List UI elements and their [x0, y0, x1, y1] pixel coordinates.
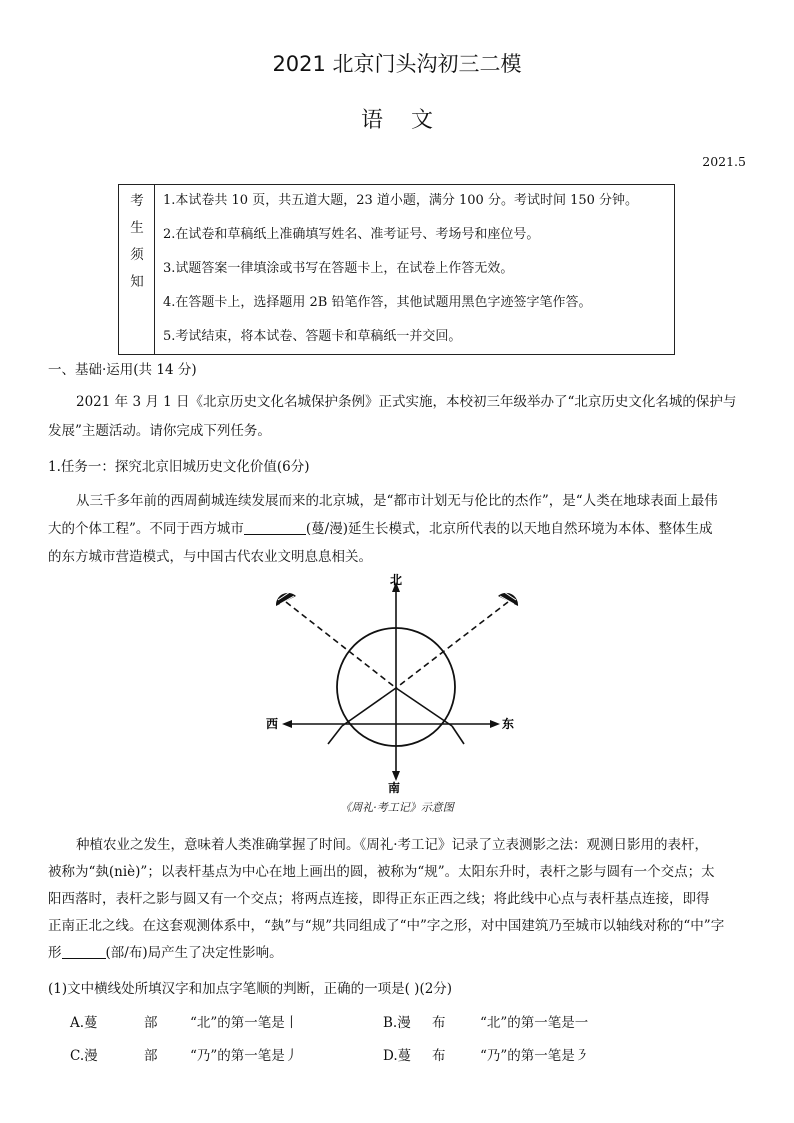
- paragraph-text: (部/布)局产生了决定性影响。: [105, 945, 283, 961]
- option-c-word: 部: [144, 1048, 158, 1064]
- option-d-letter[interactable]: D.蔓: [383, 1048, 412, 1064]
- shadow-extension-east: [452, 726, 464, 744]
- notice-label-char: 知: [130, 274, 144, 290]
- intro-line: 发展”主题活动。请你完成下列任务。: [48, 423, 271, 439]
- sunset-ray: [396, 602, 508, 688]
- section-heading: 一、基础·运用(共 14 分): [48, 362, 197, 378]
- exam-title: 2021 北京门头沟初三二模: [272, 52, 522, 76]
- sun-icon-east: [498, 592, 518, 606]
- south-label: 南: [388, 781, 401, 795]
- fill-blank[interactable]: [62, 944, 106, 959]
- notice-label-char: 考: [130, 193, 144, 209]
- paragraph-line: [48, 941, 283, 961]
- west-label: 西: [266, 717, 279, 731]
- paragraph-line: 正南正北之线。在这套观测体系中，“埶”与“规”共同组成了“中”字之形，对中国建筑乃至城市以轴线对称的“中”字: [48, 918, 725, 934]
- intro-line: 2021 年 3 月 1 日《北京历史文化名城保护条例》正式实施，本校初三年级举办了“北京历史文化名城的保护与: [76, 394, 737, 410]
- subject-title: 语文: [360, 108, 461, 133]
- sun-icon-west: [276, 592, 296, 606]
- east-arrow: [490, 720, 500, 728]
- shadow-line-west: [342, 688, 396, 726]
- option-a-desc: “北”的第一笔是丨: [190, 1015, 299, 1031]
- sunrise-ray: [286, 602, 396, 688]
- notice-item: 3.试题答案一律填涂或书写在答题卡上，在试卷上作答无效。: [163, 261, 514, 276]
- paragraph-text: 大的个体工程”。不同于西方城市: [48, 521, 244, 537]
- notice-item: 2.在试卷和草稿纸上准确填写姓名、准考证号、考场号和座位号。: [163, 227, 540, 242]
- notice-item: 1.本试卷共 10 页，共五道大题，23 道小题，满分 100 分。考试时间 150 分钟。: [163, 193, 639, 208]
- paragraph-text: 形: [48, 945, 62, 961]
- notice-label-column: [119, 185, 155, 354]
- option-b-letter[interactable]: B.漫: [383, 1015, 411, 1031]
- paragraph-line: 的东方城市营造模式，与中国古代农业文明息息相关。: [48, 549, 372, 565]
- option-a-word: 部: [144, 1015, 158, 1031]
- fill-blank[interactable]: [244, 520, 306, 535]
- paragraph-line: 阳西落时，表杆之影与圆又有一个交点；将两点连接，即得正东正西之线；将此线中心点与表杆基点连接，即得: [48, 891, 710, 907]
- option-c-letter[interactable]: C.漫: [70, 1048, 98, 1064]
- notice-label-char: 生: [130, 220, 144, 236]
- candidate-notice-box: [118, 184, 675, 355]
- paragraph-line: 被称为“埶(niè)”；以表杆基点为中心在地上画出的圆，被称为“规”。太阳东升时，表杆之影与圆有一个交点；太: [48, 864, 715, 880]
- option-b-desc: “北”的第一笔是一: [480, 1015, 589, 1031]
- exam-date: 2021.5: [702, 154, 746, 169]
- task-heading: 1.任务一：探究北京旧城历史文化价值(6分): [48, 459, 310, 475]
- paragraph-line: [48, 517, 713, 537]
- diagram-caption: 《周礼·考工记》示意图: [340, 801, 454, 814]
- option-b-word: 布: [432, 1015, 446, 1031]
- question-stem: (1)文中横线处所填汉字和加点字笔顺的判断，正确的一项是( )(2分): [48, 981, 453, 997]
- shadow-extension-west: [328, 726, 342, 744]
- paragraph-line: 从三千多年前的西周蓟城连续发展而来的北京城，是“都市计划无与伦比的杰作”，是“人类在地球表面上最伟: [76, 493, 718, 509]
- sundial-diagram: [262, 570, 532, 795]
- west-arrow: [282, 720, 292, 728]
- notice-label-char: 须: [130, 247, 144, 263]
- option-d-desc: “乃”的第一笔是㇋: [480, 1048, 589, 1064]
- paragraph-text: (蔓/漫)延生长模式，北京所代表的以天地自然环境为本体、整体生成: [305, 521, 713, 537]
- north-label: 北: [390, 573, 403, 587]
- paragraph-line: 种植农业之发生，意味着人类准确掌握了时间。《周礼·考工记》记录了立表测影之法：观测日影用的表杆，: [76, 837, 709, 853]
- east-label: 东: [502, 717, 515, 731]
- south-arrow: [392, 771, 400, 781]
- option-a-letter[interactable]: A.蔓: [70, 1015, 98, 1031]
- notice-item: 5.考试结束，将本试卷、答题卡和草稿纸一并交回。: [163, 329, 462, 344]
- notice-item: 4.在答题卡上，选择题用 2B 铅笔作答，其他试题用黑色字迹签字笔作答。: [163, 295, 592, 310]
- option-d-word: 布: [432, 1048, 446, 1064]
- option-c-desc: “乃”的第一笔是丿: [190, 1048, 299, 1064]
- shadow-line-east: [396, 688, 452, 726]
